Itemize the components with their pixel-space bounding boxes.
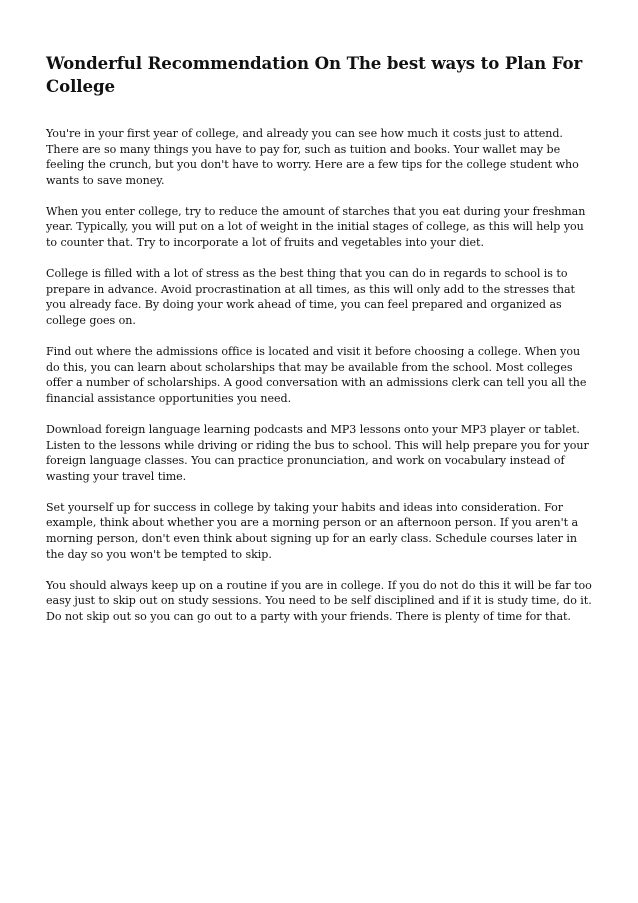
paragraph-4: Find out where the admissions office is located and visit it before choosing a college. When you do this, you can learn about scholarships that may be available from the school. Most colleges offer a number of scholarships. A good conversation with an admissions clerk can tell you all the financial assistance opportunities you need. bbox=[46, 345, 587, 405]
paragraph-1: You're in your first year of college, and already you can see how much it costs just to attend. There are so many things you have to pay for, such as tuition and books. Your wallet may be feeling the crunch, but you don't have to worry. Here are a few tips for the college student who wants to save money. bbox=[46, 127, 579, 187]
paragraph-6: Set yourself up for success in college by taking your habits and ideas into consideration. For example, think about whether you are a morning person or an afternoon person. If you aren't a morning person, don't even think about signing up for an early class. Schedule courses later in the day so you won't be tempted to skip. bbox=[46, 500, 579, 561]
document-title: Wonderful Recommendation On The best ways to Plan For College bbox=[46, 53, 583, 96]
paragraph-5: Download foreign language learning podcasts and MP3 lessons onto your MP3 player or tablet. Listen to the lessons while driving or riding the bus to school. This will help prepare you for your foreign language classes. You can practice pronunciation, and work on vocabulary instead of wasting your travel time. bbox=[46, 422, 589, 483]
document-content bbox=[46, 52, 594, 640]
paragraph-2: When you enter college, try to reduce the amount of starches that you eat during your freshman year. Typically, you will put on a lot of weight in the initial stages of college, as this will help you to counter that. Try to incorporate a lot of fruits and vegetables into your diet. bbox=[46, 204, 586, 250]
paragraph-3: College is filled with a lot of stress as the best thing that you can do in regards to school is to prepare in advance. Avoid procrastination at all times, as this will only add to the stresses that you already face. By doing your work ahead of time, you can feel prepared and organized as college goes on. bbox=[46, 267, 575, 327]
paragraph-7: You should always keep up on a routine if you are in college. If you do not do this it will be far too easy just to skip out on study sessions. You need to be self disciplined and if it is study time, do it. Do not skip out so you can go out to a party with your friends. There is plenty of time for that. bbox=[46, 578, 592, 623]
